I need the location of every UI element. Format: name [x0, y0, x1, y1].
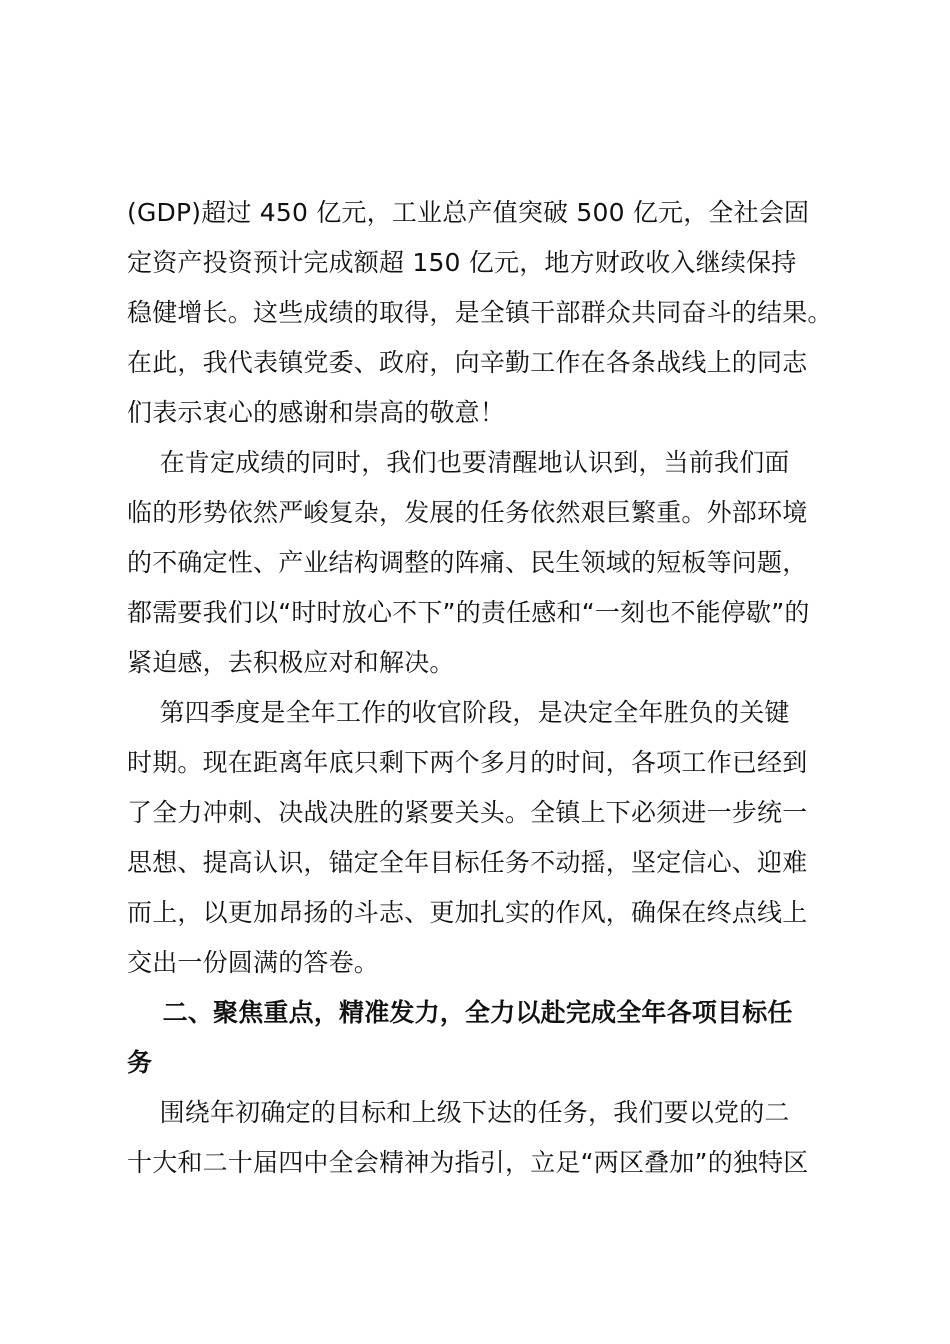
text-line: 们表示衷心的感谢和崇高的敬意！	[127, 398, 506, 427]
text-line: 第四季度是全年工作的收官阶段，是决定全年胜负的关键	[127, 698, 790, 727]
text-line: 围绕年初确定的目标和上级下达的任务，我们要以党的二	[127, 1098, 790, 1127]
text-line: 而上，以更加昂扬的斗志、更加扎实的作风，确保在终点线上	[127, 898, 808, 927]
text-line: 临的形势依然严峻复杂，发展的任务依然艰巨繁重。外部环境	[127, 498, 808, 527]
section-heading-line: 务	[127, 1048, 153, 1077]
text-line: 了全力冲刺、决战决胜的紧要关头。全镇上下必须进一步统一	[127, 798, 808, 827]
text-line: 交出一份圆满的答卷。	[127, 948, 380, 977]
text-line: 十大和二十届四中全会精神为指引，立足“两区叠加”的独特区	[127, 1148, 809, 1177]
text-line: 定资产投资预计完成额超 150 亿元，地方财政收入继续保持	[127, 248, 797, 277]
text-line: 紧迫感，去积极应对和解决。	[127, 648, 455, 677]
text-line: 思想、提高认识，锚定全年目标任务不动摇，坚定信心、迎难	[127, 848, 808, 877]
text-line: 时期。现在距离年底只剩下两个多月的时间，各项工作已经到	[127, 748, 808, 777]
text-line: 在肯定成绩的同时，我们也要清醒地认识到，当前我们面	[127, 448, 790, 477]
text-line: 都需要我们以“时时放心不下”的责任感和“一刻也不能停歇”的	[127, 598, 810, 627]
text-line: 稳健增长。这些成绩的取得，是全镇干部群众共同奋斗的结果。	[127, 298, 833, 327]
text-line: 的不确定性、产业结构调整的阵痛、民生领域的短板等问题，	[127, 548, 808, 577]
text-line: (GDP)超过 450 亿元，工业总产值突破 500 亿元，全社会固	[127, 198, 810, 227]
text-line: 在此，我代表镇党委、政府，向辛勤工作在各条战线上的同志	[127, 348, 808, 377]
section-heading-line: 二、聚焦重点，精准发力，全力以赴完成全年各项目标任	[127, 998, 793, 1027]
